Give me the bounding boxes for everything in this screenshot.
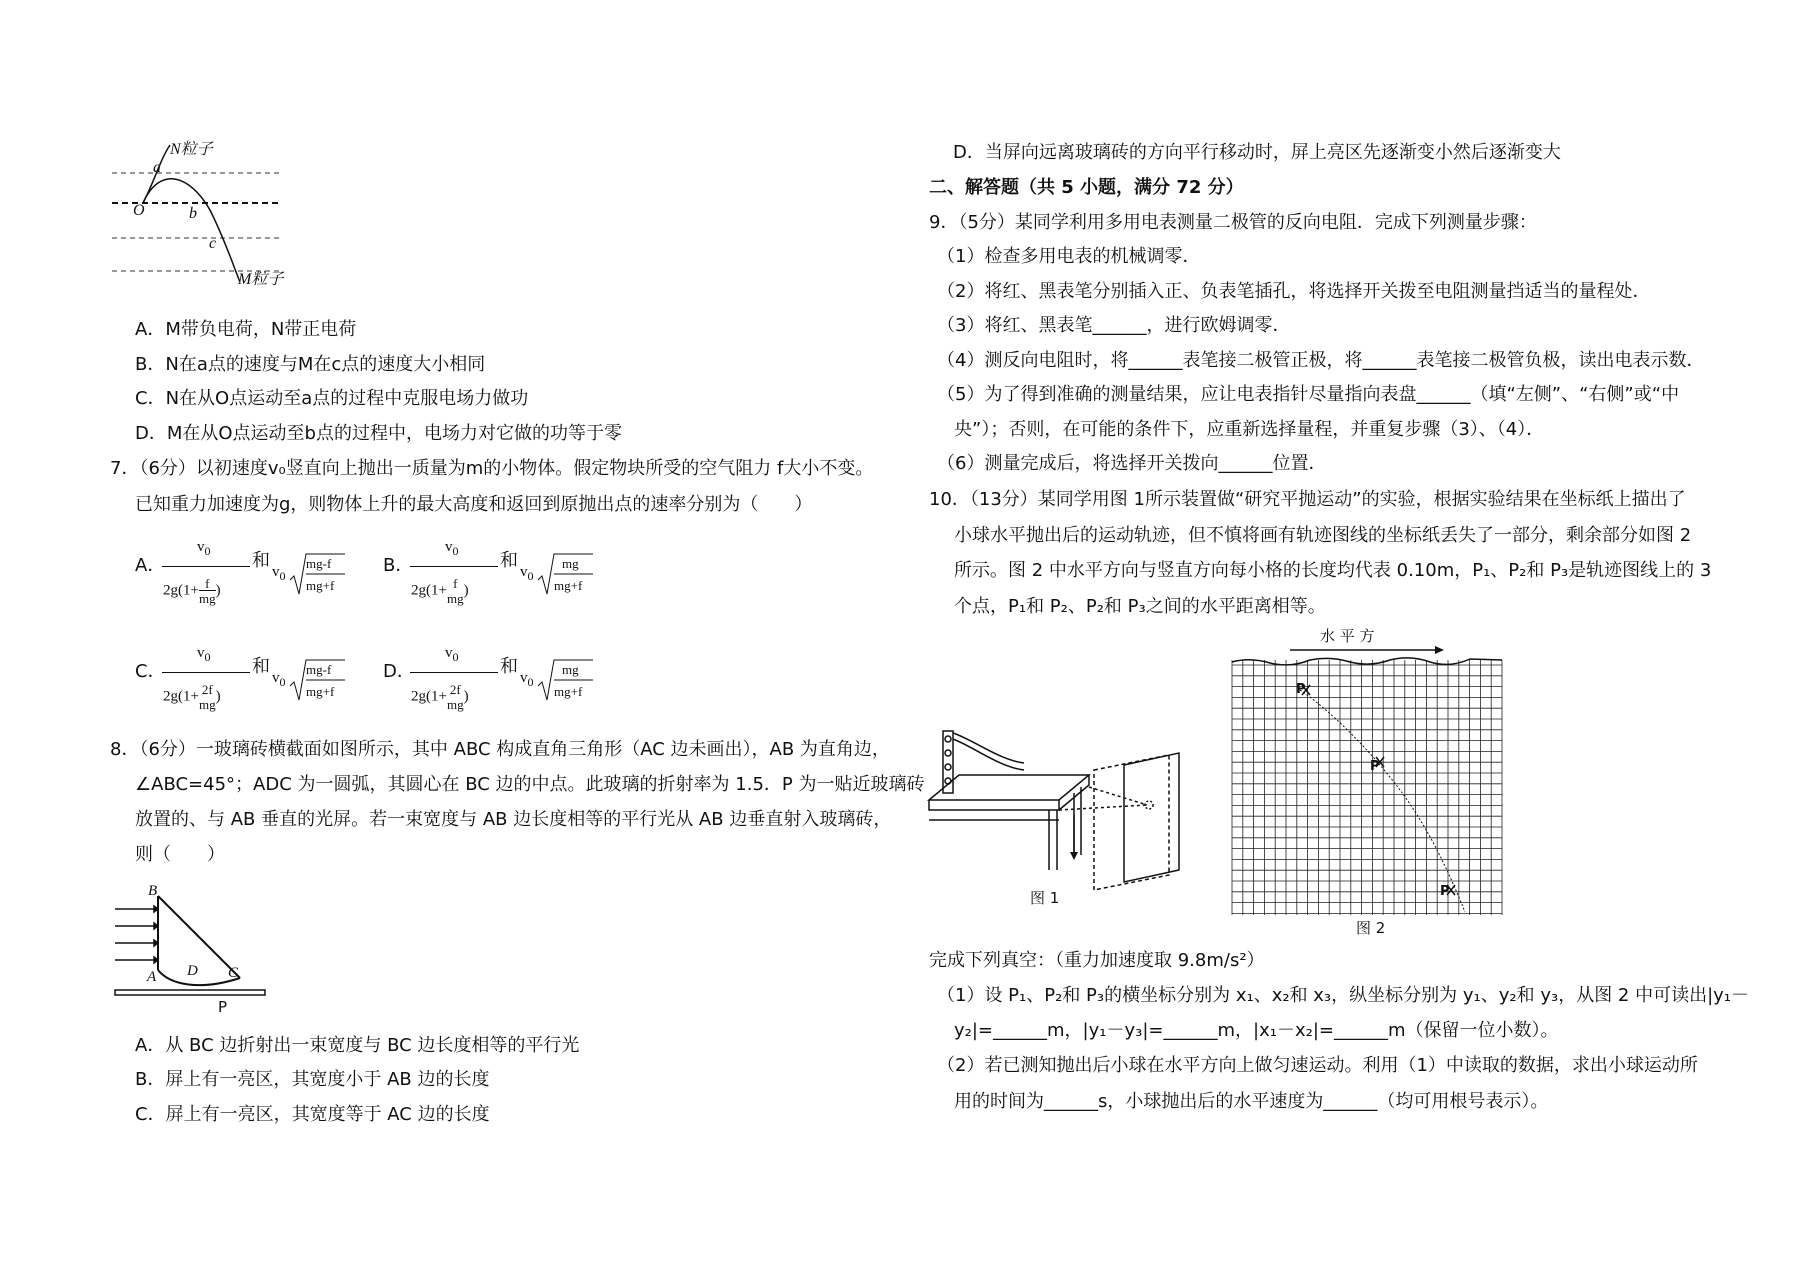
q8-figure	[110, 893, 270, 1005]
q7-c-sqrt-den: mg+f	[306, 684, 335, 699]
q7-option-c-label: C．	[135, 661, 166, 682]
q7-c-den: 2g(1+ 2f mg)	[163, 682, 221, 712]
q7-d-sqrt-den: mg+f	[554, 684, 583, 699]
section-2-heading: 二、解答题（共 5 小题，满分 72 分）	[929, 177, 1244, 198]
q7-c-sqrt-num: mg-f	[306, 662, 332, 677]
q8-option-a: A．从 BC 边折射出一束宽度与 BC 边长度相等的平行光	[135, 1035, 580, 1056]
q7-d-v0: $v_0$	[520, 670, 534, 689]
q6-fig-m-label: M粒子	[238, 271, 284, 288]
q7-option-b-label: B．	[383, 555, 414, 576]
q8-fig-p: P	[218, 998, 228, 1016]
q7-b-den: 2g(1+ f mg)	[411, 576, 469, 606]
q10-stem-line4: 个点，P₁和 P₂、P₂和 P₃之间的水平距离相等。	[954, 596, 1326, 617]
q7-stem-line1: 7．（6分）以初速度v₀竖直向上抛出一质量为m的小物体。假定物块所受的空气阻力 f大小不变。	[110, 458, 874, 479]
q10-stem-line1: 10．（13分）某同学用图 1所示装置做“研究平抛运动”的实验，根据实验结果在坐标纸上描出了	[929, 489, 1686, 510]
q7-a-num: $v_0$	[197, 539, 211, 558]
q8-stem-line4: 则（ ）	[135, 844, 225, 865]
q7-a-den: $2g(1+\frac{f}{mg})$	[163, 576, 221, 606]
q10-sub2-line1: （2）若已测知抛出后小球在水平方向上做匀速运动。利用（1）中读取的数据，求出小球运动所	[937, 1055, 1698, 1076]
q9-step4: （4）测反向电阻时，将______表笔接二极管正极，将______表笔接二极管负极，读出电表示数．	[937, 350, 1705, 371]
q8-fig-d: D	[187, 963, 198, 979]
q8-fig-b: B	[148, 883, 158, 899]
q10-sub2-line2: 用的时间为______s，小球抛出后的水平速度为______（均可用根号表示）。	[954, 1091, 1549, 1112]
q7-d-num: $v_0$	[445, 645, 459, 664]
q6-fig-b: b	[189, 205, 197, 222]
q9-step1: （1）检查多用电表的机械调零．	[937, 246, 1201, 267]
q7-a-and: 和	[252, 550, 270, 571]
q8-option-c: C．屏上有一亮区，其宽度等于 AC 边的长度	[135, 1104, 490, 1125]
q10-figure-1-caption: 图 1	[1030, 889, 1060, 907]
q8-stem-line2: ∠ABC=45°；ADC 为一圆弧，其圆心在 BC 边的中点。此玻璃的折射率为 1.5．P 为一贴近玻璃砖	[135, 774, 925, 795]
q9-step3: （3）将红、黑表笔______，进行欧姆调零．	[937, 315, 1291, 336]
q10-sub1-line1: （1）设 P₁、P₂和 P₃的横坐标分别为 x₁、x₂和 x₃，纵坐标分别为 y₁、y₂和 y₃，从图 2 中可读出|y₁－	[937, 985, 1750, 1006]
q7-d-den: 2g(1+ 2f mg)	[411, 682, 469, 712]
q9-step2: （2）将红、黑表笔分别插入正、负表笔插孔，将选择开关拨至电阻测量挡适当的量程处．	[937, 281, 1651, 302]
q10-fill-instruction: 完成下列真空：（重力加速度取 9.8m/s²）	[929, 950, 1265, 971]
q7-stem-line2: 已知重力加速度为g，则物体上升的最大高度和返回到原抛出点的速率分别为（ ）	[135, 494, 813, 515]
q7-b-and: 和	[500, 550, 518, 571]
q6-option-c: C．N在从O点运动至a点的过程中克服电场力做功	[135, 388, 529, 409]
q6-fig-a: a	[153, 159, 161, 176]
q8-stem-line1: 8．（6分）一玻璃砖横截面如图所示，其中 ABC 构成直角三角形（AC 边未画出），AB 为直角边，	[110, 739, 890, 760]
q9-step6: （6）测量完成后，将选择开关拨向______位置．	[937, 453, 1327, 474]
q10-stem-line3: 所示。图 2 中水平方向与竖直方向每小格的长度均代表 0.10m，P₁、P₂和 P₃是轨迹图线上的 3	[954, 560, 1712, 581]
q10-figure-2	[1230, 640, 1505, 915]
q6-option-d: D．M在从O点运动至b点的过程中，电场力对它做的功等于零	[135, 423, 622, 444]
q6-option-a: A．M带负电荷，N带正电荷	[135, 319, 357, 340]
q9-step5-line1: （5）为了得到准确的测量结果，应让电表指针尽量指向表盘______（填“左侧”、“右侧”或“中	[937, 384, 1680, 405]
q10-fig2-point-p2: P	[1370, 759, 1380, 774]
q8-fig-c: C	[228, 965, 239, 981]
q7-b-v0: $v_0$	[520, 564, 534, 583]
q8-fig-a: A	[147, 969, 157, 985]
q7-a-v0: $v_0$	[272, 564, 286, 583]
q10-fig2-point-p3: P	[1440, 884, 1450, 899]
q10-figure-1	[929, 725, 1184, 880]
q7-c-and: 和	[252, 656, 270, 677]
q7-d-and: 和	[500, 656, 518, 677]
q7-a-sqrt-den: mg+f	[306, 578, 335, 593]
q7-option-a-label: A．	[135, 555, 166, 576]
q10-sub1-line2: y₂|=______m，|y₁－y₃|=______m，|x₁－x₂|=______m（保留一位小数）。	[954, 1020, 1559, 1041]
q7-option-d-label: D．	[383, 661, 415, 682]
q9-stem: 9．（5分）某同学利用多用电表测量二极管的反向电阻．完成下列测量步骤：	[929, 212, 1537, 233]
q7-d-sqrt-num: mg	[562, 662, 579, 677]
q10-stem-line2: 小球水平抛出后的运动轨迹，但不慎将画有轨迹图线的坐标纸丢失了一部分，剩余部分如图 2	[954, 525, 1692, 546]
q7-c-num: $v_0$	[197, 645, 211, 664]
q7-b-num: $v_0$	[445, 539, 459, 558]
q6-fig-c: c	[209, 235, 217, 252]
q7-b-sqrt-num: mg	[562, 556, 579, 571]
q8-option-d: D．当屏向远离玻璃砖的方向平行移动时，屏上亮区先逐渐变小然后逐渐变大	[953, 142, 1561, 163]
q7-c-v0: $v_0$	[272, 670, 286, 689]
q7-a-sqrt-num: mg-f	[306, 556, 332, 571]
q8-stem-line3: 放置的、与 AB 垂直的光屏。若一束宽度与 AB 边长度相等的平行光从 AB 边垂直射入玻璃砖，	[135, 809, 892, 830]
q10-figure-2-caption: 图 2	[1356, 919, 1386, 937]
q7-b-sqrt-den: mg+f	[554, 578, 583, 593]
q6-fig-n-label: N粒子	[170, 141, 213, 158]
q10-figure-2-direction-label: 水 平 方	[1320, 627, 1375, 645]
q10-fig2-point-p1: P	[1296, 682, 1306, 697]
q6-fig-o: O	[133, 202, 145, 219]
q6-option-b: B．N在a点的速度与M在c点的速度大小相同	[135, 354, 486, 375]
q9-step5-line2: 央”）；否则，在可能的条件下，应重新选择量程，并重复步骤（3）、（4）．	[954, 419, 1545, 440]
q8-option-b: B．屏上有一亮区，其宽度小于 AB 边的长度	[135, 1069, 490, 1090]
